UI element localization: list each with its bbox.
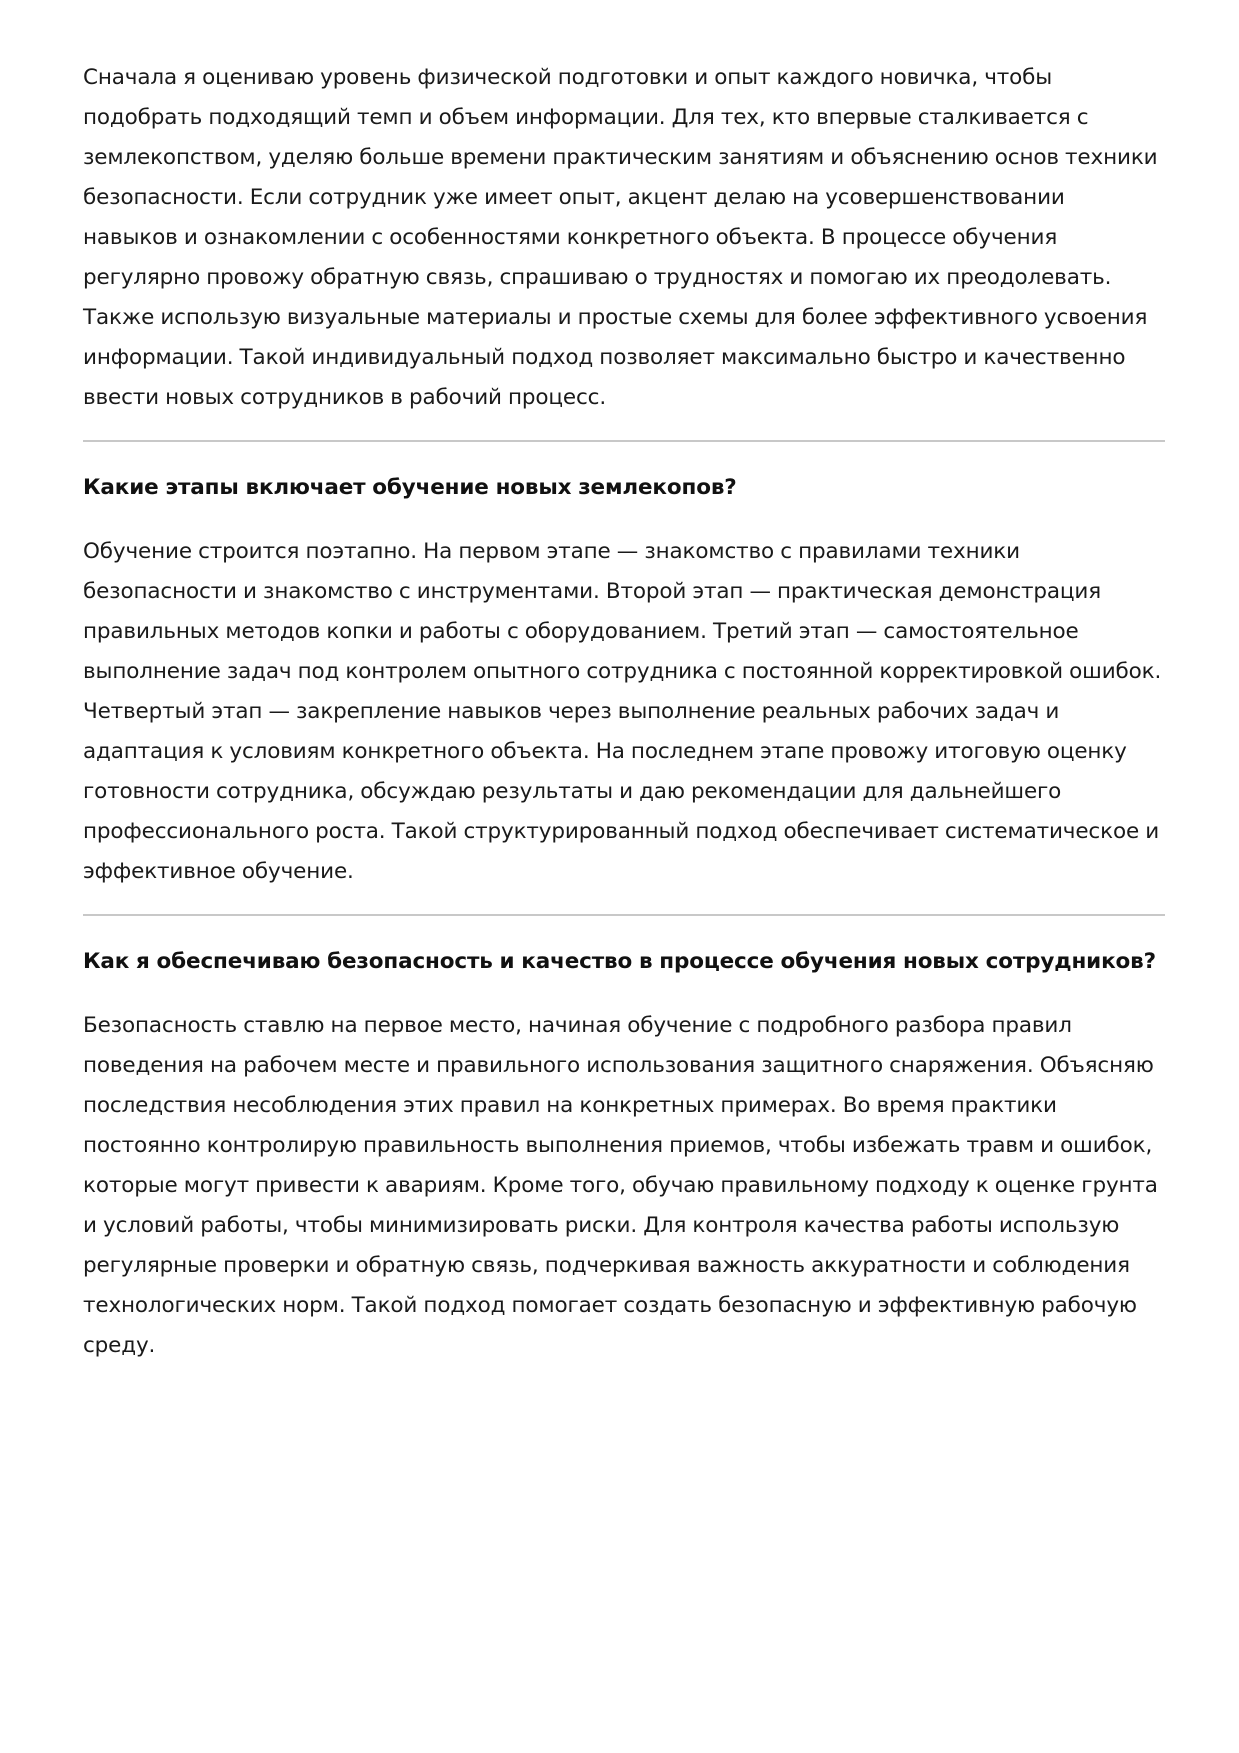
section-answer-stages: Обучение строится поэтапно. На первом этапе — знакомство с правилами техники безопасности и знакомство с инструментами. Второй этап — практическая демонстрация правильных методов копки и работы с оборудованием. Третий этап — самостоятельное выполнение задач под контролем опытного сотрудника с постоянной корректировкой ошибок. Четвертый этап — закрепление навыков через выполнение реальных рабочих задач и адаптация к условиям конкретного объекта. На последнем этапе провожу итоговую оценку готовности сотрудника, обсуждаю результаты и даю рекомендации для дальнейшего профессионального роста. Такой структурированный подход обеспечивает систематическое и эффективное обучение. (83, 539, 1162, 884)
faq-section-safety (83, 942, 1165, 1366)
section-answer-safety: Безопасность ставлю на первое место, начиная обучение с подробного разбора правил поведения на рабочем месте и правильного использования защитного снаряжения. Объясняю последствия несоблюдения этих правил на конкретных примерах. Во время практики постоянно контролирую правильность выполнения приемов, чтобы избежать травм и ошибок, которые могут привести к авариям. Кроме того, обучаю правильному подходу к оценке грунта и условий работы, чтобы минимизировать риски. Для контроля качества работы использую регулярные проверки и обратную связь, подчеркивая важность аккуратности и соблюдения технологических норм. Такой подход помогает создать безопасную и эффективную рабочую среду. (83, 1013, 1158, 1358)
intro-paragraph: Сначала я оцениваю уровень физической подготовки и опыт каждого новичка, чтобы подобрать подходящий темп и объем информации. Для тех, кто впервые сталкивается с землекопством, уделяю больше времени практическим занятиям и объяснению основ техники безопасности. Если сотрудник уже имеет опыт, акцент делаю на усовершенствовании навыков и ознакомлении с особенностями конкретного объекта. В процессе обучения регулярно провожу обратную связь, спрашиваю о трудностях и помогаю их преодолевать. Также использую визуальные материалы и простые схемы для более эффективного усвоения информации. Такой индивидуальный подход позволяет максимально быстро и качественно ввести новых сотрудников в рабочий процесс. (83, 65, 1158, 410)
section-heading-safety: Как я обеспечиваю безопасность и качество в процессе обучения новых сотрудников? (83, 949, 1156, 974)
document-page (83, 58, 1165, 1366)
faq-section-stages (83, 468, 1165, 892)
section-heading-stages: Какие этапы включает обучение новых землекопов? (83, 475, 737, 500)
section-divider (83, 440, 1165, 442)
section-divider (83, 914, 1165, 916)
